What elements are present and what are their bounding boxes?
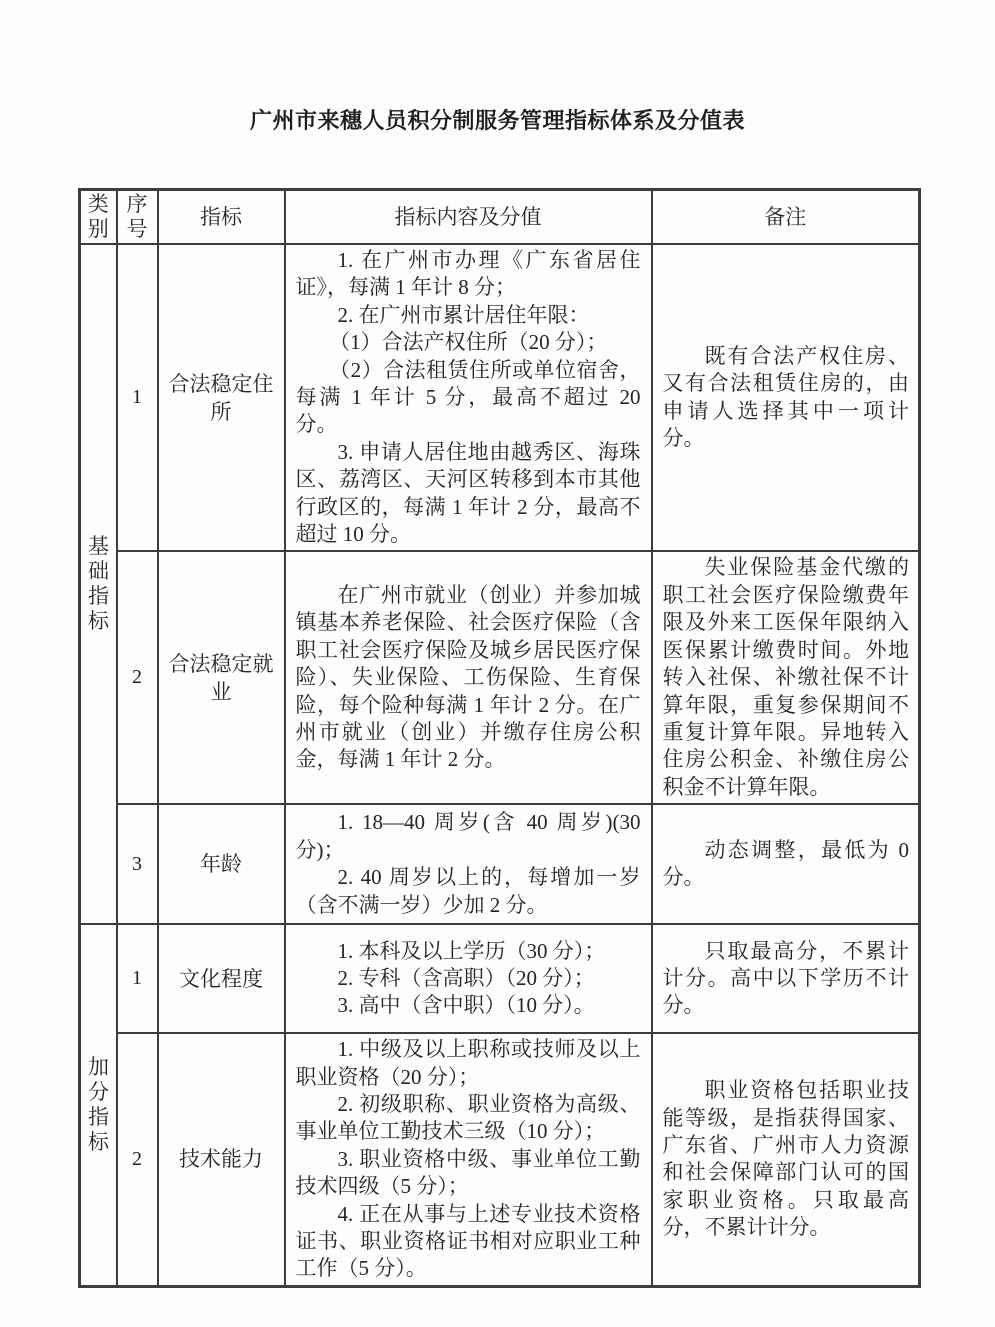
- header-category: 类别: [80, 190, 117, 245]
- content-paragraph: 1. 在广州市办理《广东省居住证》，每满 1 年计 8 分；: [295, 248, 641, 300]
- content-age: [285, 804, 652, 924]
- content-paragraph: 2. 40 周岁以上的，每增加一岁（含不满一岁）少加 2 分。: [295, 865, 641, 917]
- content-employment: [285, 551, 652, 804]
- header-indicator: 指标: [158, 190, 285, 245]
- remark-housing: [652, 244, 920, 551]
- content-paragraph: 2. 在广州市累计居住年限：: [337, 302, 590, 327]
- content-paragraph: 2. 初级职称、职业资格为高级、事业单位工勤技术三级（10 分）；: [295, 1091, 641, 1144]
- remark-paragraph: 既有合法产权住房、又有合法租赁住房的，由申请人选择其中一项计分。: [662, 343, 909, 451]
- content-housing: [285, 244, 652, 551]
- remark-skill: [652, 1033, 920, 1286]
- table-row-age: [80, 804, 920, 924]
- remark-paragraph: 失业保险基金代缴的职工社会医疗保险缴费年限及外来工医保年限纳入医保累计缴费时间。外地转入社保、补缴社保不计算年限，重复参保期间不重复计算年限。异地转入住房公积金、补缴住房公积金不计算年限。: [662, 555, 909, 799]
- content-paragraph: 1. 本科及以上学历（30 分）；: [337, 938, 606, 963]
- table-header-row: [80, 190, 920, 245]
- remark-age: [652, 804, 920, 924]
- indicator-employment: 合法稳定就业: [158, 551, 285, 804]
- content-paragraph: 3. 申请人居住地由越秀区、海珠区、荔湾区、天河区转移到本市其他行政区的，每满 1 年计 2 分，最高不超过 10 分。: [295, 439, 641, 547]
- content-paragraph: 3. 职业资格中级、事业单位工勤技术四级（5 分）；: [295, 1146, 641, 1199]
- content-education: [285, 924, 652, 1033]
- row-no-skill: 2: [117, 1033, 158, 1286]
- content-paragraph: 4. 正在从事与上述专业技术资格证书、职业资格证书相对应职业工种工作（5 分）。: [295, 1201, 641, 1281]
- content-skill: [285, 1033, 652, 1286]
- indicator-skill: 技术能力: [158, 1033, 285, 1286]
- header-no: 序号: [117, 190, 158, 245]
- row-no-education: 1: [117, 924, 158, 1033]
- content-paragraph: 1. 中级及以上职称或技师及以上职业资格（20 分）；: [295, 1037, 641, 1089]
- category-basic-indicators: 基础指标: [80, 244, 117, 924]
- content-paragraph: 在广州市就业（创业）并参加城镇基本养老保险、社会医疗保险（含职工社会医疗保险及城乡居民医疗保险）、失业保险、工伤保险、生育保险，每个险种每满 1 年计 2 分。在广州市就业（创业）并缴存住房公积金，每满 1 年计 2 分。: [295, 582, 641, 772]
- content-paragraph: （1）合法产权住所（20 分）；: [329, 330, 608, 355]
- remark-paragraph: 职业资格包括职业技能等级，是指获得国家、广东省、广州市人力资源和社会保障部门认可的国家职业资格。只取最高分，不累计计分。: [662, 1078, 909, 1240]
- remark-paragraph: 动态调整，最低为 0 分。: [662, 837, 909, 890]
- row-no-age: 3: [117, 804, 158, 924]
- table-row-skill: [80, 1033, 920, 1286]
- remark-education: [652, 924, 920, 1033]
- content-paragraph: 2. 专科（含高职）（20 分）；: [337, 965, 595, 990]
- indicator-score-table: [78, 188, 921, 1288]
- indicator-housing: 合法稳定住所: [158, 244, 285, 551]
- table-row-housing: [80, 244, 920, 551]
- remark-employment: [652, 551, 920, 804]
- indicator-age: 年龄: [158, 804, 285, 924]
- content-paragraph: （2）合法租赁住所或单位宿舍，每满 1 年计 5 分，最高不超过 20 分。: [295, 357, 641, 437]
- table-row-employment: [80, 551, 920, 804]
- row-no-employment: 2: [117, 551, 158, 804]
- header-content: 指标内容及分值: [285, 190, 652, 245]
- page-title: 广州市来穗人员积分制服务管理指标体系及分值表: [249, 108, 745, 133]
- table-row-education: [80, 924, 920, 1033]
- remark-paragraph: 只取最高分，不累计计分。高中以下学历不计分。: [662, 938, 909, 1018]
- content-paragraph: 1. 18—40 周岁(含 40 周岁)(30 分)；: [295, 810, 641, 862]
- category-bonus-indicators: 加分指标: [80, 924, 117, 1286]
- header-remark: 备注: [652, 190, 920, 245]
- indicator-education: 文化程度: [158, 924, 285, 1033]
- row-no-housing: 1: [117, 244, 158, 551]
- content-paragraph: 3. 高中（含中职）（10 分）。: [337, 993, 595, 1018]
